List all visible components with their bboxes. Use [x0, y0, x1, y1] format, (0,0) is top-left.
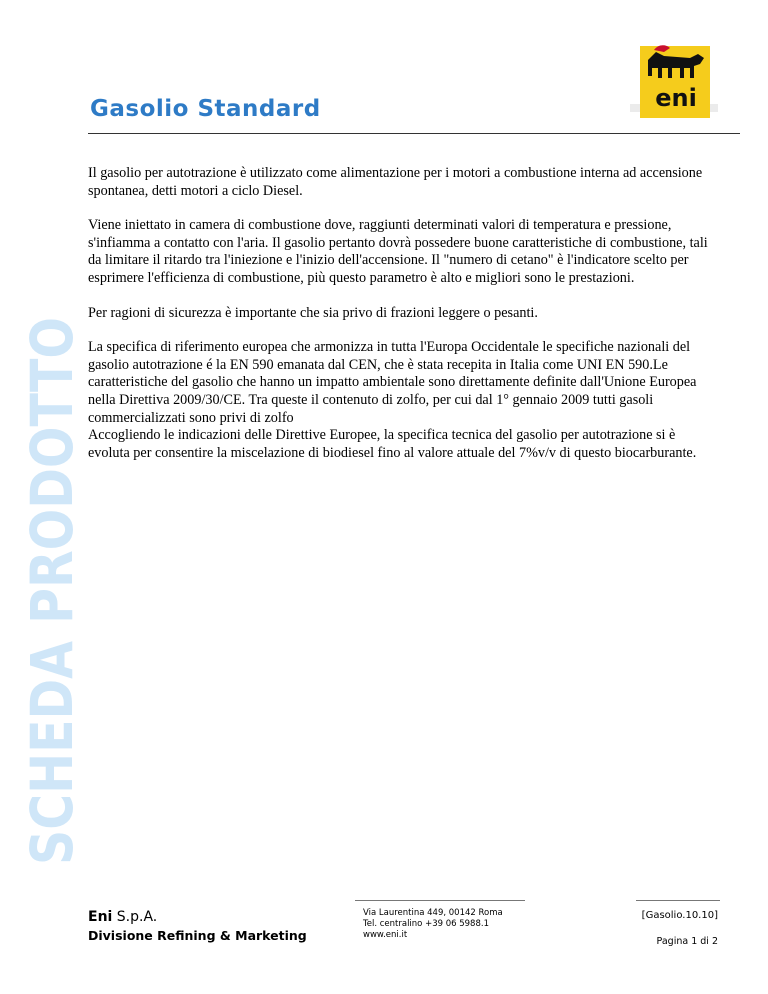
paragraph-intro: Il gasolio per autotrazione è utilizzato come alimentazione per i motori a combustione interna ad accensione spontanea, detti motori a ciclo Diesel.	[88, 165, 703, 199]
footer-doc-code: [Gasolio.10.10]	[641, 910, 718, 921]
title-rule	[88, 133, 740, 134]
eni-logo	[630, 42, 718, 124]
footer-division: Divisione Refining & Marketing	[88, 928, 307, 943]
logo-text: eni	[655, 84, 697, 112]
footer-company-name: Eni	[88, 909, 113, 925]
page-title: Gasolio Standard	[90, 96, 321, 122]
footer-divider-left	[355, 900, 525, 901]
paragraph-combustion: Viene iniettato in camera di combustione dove, raggiunti determinati valori di temperatura e pressione, s'infiamma a contatto con l'aria. Il gasolio pertanto dovrà possedere buone caratteristiche di combustione, tali da limitare il ritardo tra l'iniezione e l'inizio dell'accensione. Il "numero di cetano" è l'indicatore scelto per esprimere l'efficienza di combustione, più questo parametro è alto e migliori sono le prestazioni.	[88, 217, 708, 286]
paragraph-specification-line-1: La specifica di riferimento europea che armonizza in tutta l'Europa Occidentale le specifiche nazionali del gasolio autotrazione é la EN 590 emanata dal CEN, che è stata recepita in Italia come UNI EN 590.Le caratteristiche del gasolio che hanno un impatto ambientale sono direttamente definite dall'Unione Europea nella Direttiva 2009/30/CE. Tra queste il contenuto di zolfo, per cui dal 1° gennaio 2009 tutti gasoli commercializzati sono privi di zolfo	[88, 339, 697, 426]
side-label-text: SCHEDA PRODOTTO	[18, 215, 86, 865]
side-label	[18, 215, 86, 870]
footer-address: Via Laurentina 449, 00142 Roma	[363, 908, 503, 918]
footer-company-suffix: S.p.A.	[112, 909, 158, 925]
footer-page-number: Pagina 1 di 2	[656, 936, 718, 947]
footer-website[interactable]: www.eni.it	[363, 930, 408, 940]
document-body	[88, 165, 720, 479]
footer-contacts	[363, 908, 503, 941]
footer-company	[88, 909, 157, 925]
footer-divider-right	[636, 900, 720, 901]
footer-phone: Tel. centralino +39 06 5988.1	[363, 919, 489, 929]
paragraph-specification	[88, 339, 720, 462]
paragraph-specification-line-2: Accogliendo le indicazioni delle Direttive Europee, la specifica tecnica del gasolio per autotrazione si è evoluta per consentire la miscelazione di biodiesel fino al valore attuale del 7%v/v di questo biocarburante.	[88, 427, 697, 461]
paragraph-safety: Per ragioni di sicurezza è importante che sia privo di frazioni leggere o pesanti.	[88, 304, 538, 321]
